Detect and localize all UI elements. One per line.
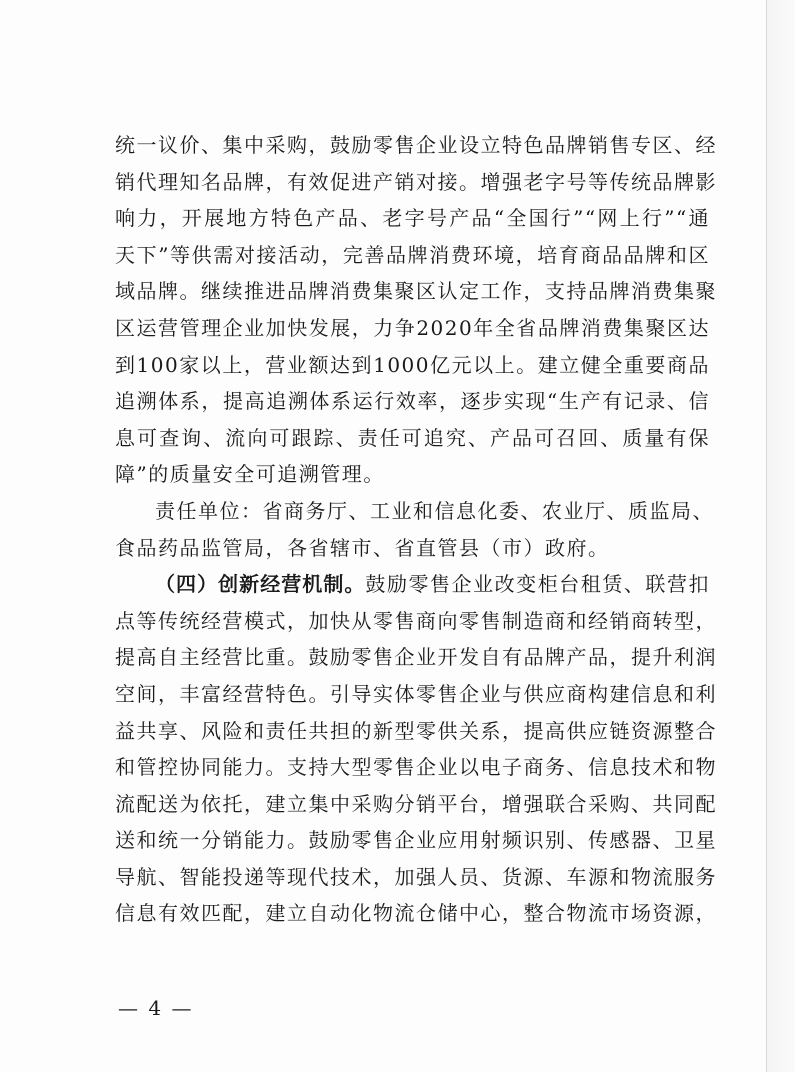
text-line: 域品牌。继续推进品牌消费集聚区认定工作，支持品牌消费集聚: [115, 279, 717, 304]
text-line: 销代理知名品牌，有效促进产销对接。增强老字号等传统品牌影: [115, 169, 717, 194]
text-line: 响力，开展地方特色产品、老字号产品“全国行”“网上行”“通: [115, 206, 710, 231]
text-line: 空间，丰富经营特色。引导实体零售企业与供应商构建信息和利: [115, 681, 717, 706]
responsibility-line: 责任单位：省商务厅、工业和信息化委、农业厅、质监局、: [155, 498, 714, 523]
page-number: — 4 —: [118, 996, 194, 1020]
text-line: 障”的质量安全可追溯管理。: [115, 462, 385, 487]
text-line: 息可查询、流向可跟踪、责任可追究、产品可召回、质量有保: [115, 425, 710, 450]
text-line: 送和统一分销能力。鼓励零售企业应用射频识别、传感器、卫星: [115, 828, 717, 853]
text-line: 信息有效匹配，建立自动化物流仓储中心，整合物流市场资源，: [115, 901, 717, 926]
section-first-line: [115, 566, 710, 603]
text-line: 区运营管理企业加快发展，力争2020年全省品牌消费集聚区达: [115, 315, 710, 340]
section-heading: （四）创新经营机制。: [155, 572, 366, 597]
text-line: 导航、智能投递等现代技术，加强人员、货源、车源和物流服务: [115, 864, 717, 889]
responsibility-line: 食品药品监管局，各省辖市、省直管县（市）政府。: [115, 535, 610, 560]
text-line: 天下”等供需对接活动，完善品牌消费环境，培育商品品牌和区: [115, 242, 710, 267]
text-line: 统一议价、集中采购，鼓励零售企业设立特色品牌销售专区、经: [115, 133, 717, 157]
text-line: 提高自主经营比重。鼓励零售企业开发自有品牌产品，提升利润: [115, 645, 717, 670]
text-line: 追溯体系，提高追溯体系运行效率，逐步实现“生产有记录、信: [115, 389, 710, 414]
section-first-line-text: 鼓励零售企业改变柜台租赁、联营扣: [365, 572, 711, 597]
scan-margin: [767, 0, 795, 1072]
scan-edge-line: [766, 0, 767, 1072]
text-line: 到100家以上，营业额达到1000亿元以上。建立健全重要商品: [115, 352, 710, 377]
text-line: 流配送为依托，建立集中采购分销平台，增强联合采购、共同配: [115, 791, 717, 816]
body-text: [115, 127, 717, 932]
text-line: 和管控协同能力。支持大型零售企业以电子商务、信息技术和物: [115, 755, 717, 780]
text-line: 点等传统经营模式，加快从零售商向零售制造商和经销商转型，: [115, 608, 717, 633]
text-line: 益共享、风险和责任共担的新型零供关系，提高供应链资源整合: [115, 718, 717, 743]
